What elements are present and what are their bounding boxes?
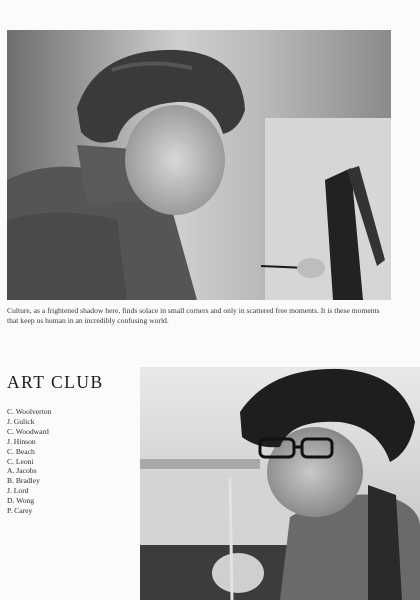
member-name: C. Woolverton xyxy=(7,407,52,416)
member-list xyxy=(7,407,51,516)
photo-student-with-glasses xyxy=(140,367,420,600)
member-name: J. Lord xyxy=(7,486,29,496)
photo-student-with-glasses-image xyxy=(140,367,420,600)
member-name: C. Woodward xyxy=(7,426,49,436)
member-name: D. Wong xyxy=(7,496,35,506)
photo-student-painting xyxy=(7,30,391,300)
member-name: B. Bradley xyxy=(7,476,40,486)
member-name: J. Hinson xyxy=(7,436,36,446)
member-name: P. Carey xyxy=(7,506,33,516)
photo-student-painting-image xyxy=(7,30,391,300)
photo-caption: Culture, as a frightened shadow here, finds solace in small corners and only in scattered free moments. It is these moments that keep us human in an incredibly confusing world. xyxy=(7,306,380,326)
member-name: C. Leoni xyxy=(7,456,34,466)
member-name: A. Jacobs xyxy=(7,466,37,476)
member-name: C. Beach xyxy=(7,446,35,456)
club-title: ART CLUB xyxy=(7,372,104,392)
member-name: J. Gulick xyxy=(7,416,35,426)
